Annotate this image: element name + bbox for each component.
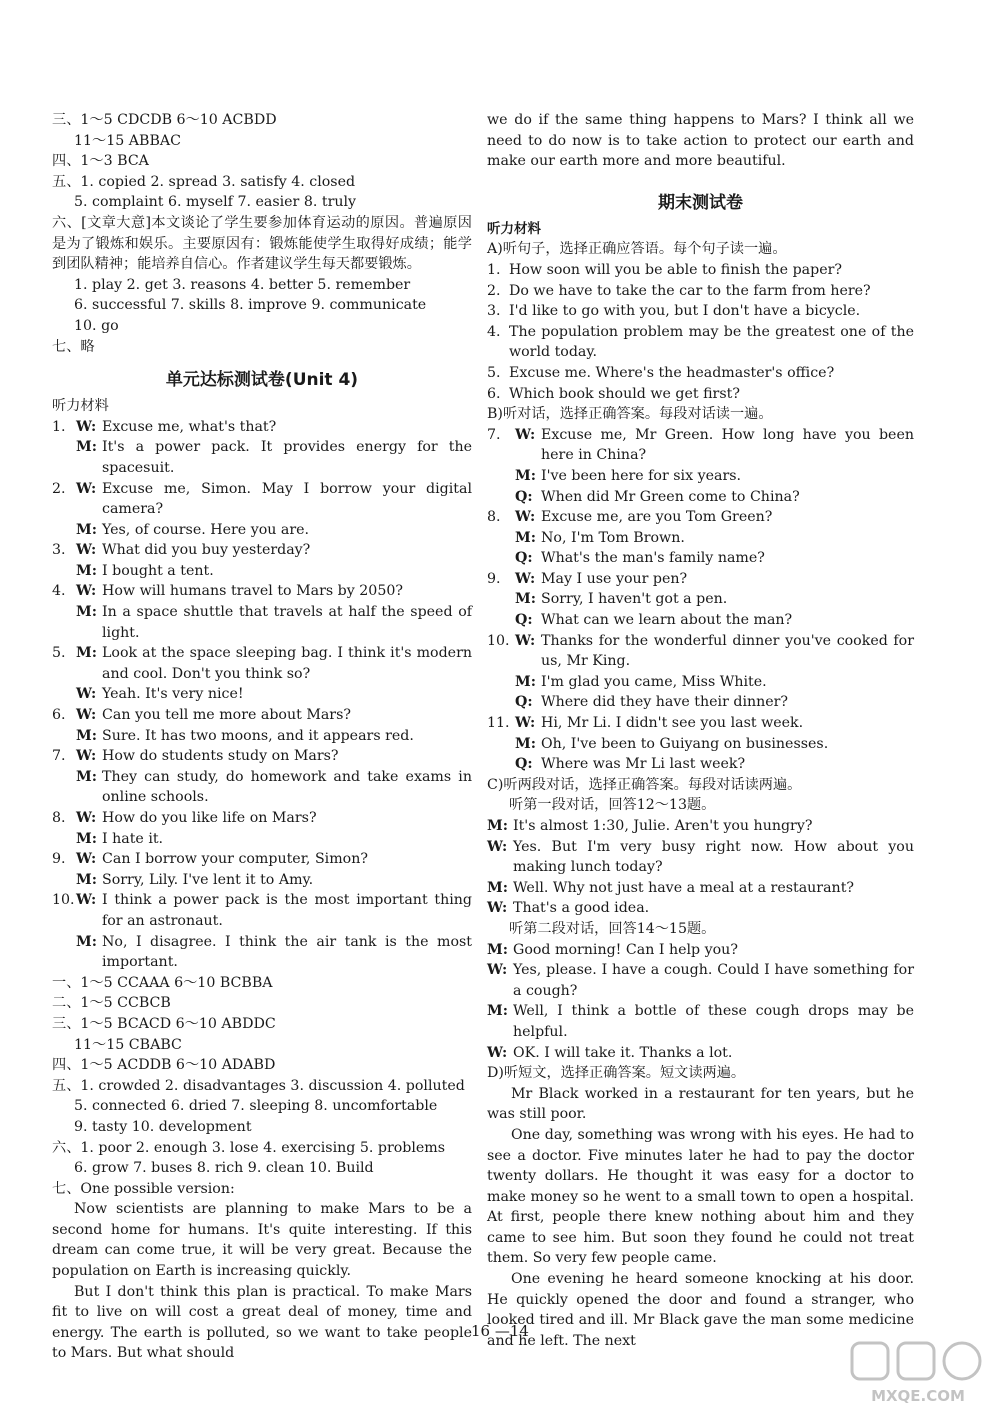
dialogue-line bbox=[487, 507, 914, 528]
sentence-line bbox=[487, 281, 914, 302]
speaker-label: W: bbox=[76, 810, 97, 826]
answer-line: 四、1～5 ACDDB 6～10 ADABD bbox=[52, 1057, 276, 1074]
dialogue-line bbox=[487, 631, 914, 672]
question-number: 10. bbox=[487, 632, 510, 649]
speaker-label: Q: bbox=[515, 612, 533, 629]
dialogue-text: Well, I think a bottle of these cough drops may be helpful. bbox=[513, 1003, 914, 1040]
question-number: 6. bbox=[52, 707, 66, 724]
speaker-label: W: bbox=[76, 892, 97, 909]
dialogue-text: I'm glad you came, Miss White. bbox=[541, 673, 767, 690]
dialogue-line bbox=[52, 932, 472, 973]
answer-line: 四、1～3 BCA bbox=[52, 153, 149, 170]
speaker-label: M: bbox=[76, 521, 97, 538]
question-number: 2. bbox=[487, 282, 501, 299]
dialogue-block bbox=[487, 816, 914, 919]
question-number: 4. bbox=[487, 323, 501, 340]
dialogue-line bbox=[487, 610, 914, 631]
dialogue-text: Can you tell me more about Mars? bbox=[102, 707, 351, 724]
dialogue-text: Excuse me, Simon. May I borrow your digital camera? bbox=[102, 480, 472, 518]
speaker-label: M: bbox=[76, 933, 97, 950]
question-number bbox=[52, 767, 76, 808]
dialogue-line bbox=[487, 940, 914, 961]
answer-line: 七、略 bbox=[52, 338, 95, 355]
question-number bbox=[52, 829, 76, 850]
dialogue-text: What did you buy yesterday? bbox=[102, 542, 311, 559]
answer-line: 10. go bbox=[74, 317, 119, 334]
dialogue-line bbox=[52, 870, 472, 891]
dialogue-text: I hate it. bbox=[102, 830, 164, 847]
speaker-label: M: bbox=[487, 818, 508, 834]
speaker-label: M: bbox=[76, 439, 97, 456]
dialogue-line bbox=[487, 548, 914, 569]
dialogue-text: Excuse me, are you Tom Green? bbox=[541, 509, 773, 526]
speaker-label: Q: bbox=[515, 488, 533, 505]
dialogue-line bbox=[487, 466, 914, 487]
answer-line: 6. successful 7. skills 8. improve 9. communicate bbox=[74, 297, 427, 314]
section-title: 期末测试卷 bbox=[658, 192, 743, 213]
speaker-label: W: bbox=[515, 509, 536, 526]
dialogue-line bbox=[52, 746, 472, 767]
question-number bbox=[52, 684, 76, 705]
dialogue-text: I think a power pack is the most important thing for an astronaut. bbox=[102, 892, 472, 929]
speaker-label: M: bbox=[487, 941, 508, 958]
dialogue-line bbox=[52, 890, 472, 931]
dialogue-text: May I use your pen? bbox=[541, 570, 688, 587]
dialogue-text: Excuse me, Mr Green. How long have you been here in China? bbox=[541, 426, 914, 464]
dialogue-text: Look at the space sleeping bag. I think it's modern and cool. Don't you think so? bbox=[102, 645, 472, 682]
question-number bbox=[52, 602, 76, 643]
dialogue-line bbox=[487, 692, 914, 713]
dialogue-line bbox=[487, 589, 914, 610]
passage bbox=[487, 1084, 914, 1352]
answer-line: 五、1. copied 2. spread 3. satisfy 4. closed bbox=[52, 173, 356, 190]
dialogue-text: Good morning! Can I help you? bbox=[513, 941, 738, 958]
question-number bbox=[487, 672, 515, 693]
sentence-line bbox=[487, 363, 914, 384]
dialogue-text: Yes, please. I have a cough. Could I have something for a cough? bbox=[513, 962, 914, 999]
question-number: 7. bbox=[52, 748, 66, 765]
dialogue-line bbox=[52, 540, 472, 561]
question-number bbox=[487, 548, 515, 569]
sentence-text: I'd like to go with you, but I don't have a bicycle. bbox=[509, 303, 861, 320]
dialogue-text: They can study, do homework and take exams in online schools. bbox=[102, 768, 472, 806]
dialogue-line bbox=[487, 837, 914, 878]
dialogue-list bbox=[52, 417, 472, 973]
question-number: 8. bbox=[52, 810, 66, 826]
speaker-label: W: bbox=[487, 838, 508, 855]
answer-line: 七、One possible version: bbox=[52, 1180, 235, 1197]
part-heading: B)听对话，选择正确答案。每段对话读一遍。 bbox=[487, 406, 773, 423]
question-number bbox=[487, 692, 515, 713]
dialogue-line bbox=[487, 960, 914, 1001]
question-number: 3. bbox=[52, 542, 66, 559]
summary-paragraph: 六、[文章大意]本文谈论了学生要参加体育运动的原因。普遍原因是为了锻炼和娱乐。主要原因有：锻炼能使学生取得好成绩；能学到团队精神；能培养自信心。作者建议学生每天都要锻炼。 bbox=[52, 214, 472, 273]
question-number bbox=[487, 610, 515, 631]
question-number: 4. bbox=[52, 583, 66, 600]
speaker-label: W: bbox=[515, 570, 536, 587]
speaker-label: W: bbox=[76, 851, 97, 868]
speaker-label: W: bbox=[515, 632, 536, 649]
watermark-logo bbox=[848, 1337, 988, 1407]
answer-block bbox=[52, 973, 472, 1200]
dialogue-line bbox=[52, 705, 472, 726]
dialogue-line bbox=[52, 581, 472, 602]
speaker-label: W: bbox=[487, 1044, 508, 1061]
answer-line: 9. tasty 10. development bbox=[74, 1118, 252, 1135]
answer-line: 二、1～5 CCBCB bbox=[52, 995, 171, 1012]
speaker-label: M: bbox=[76, 562, 97, 579]
speaker-label: Q: bbox=[515, 756, 533, 773]
speaker-label: W: bbox=[76, 583, 97, 600]
sentence-line bbox=[487, 384, 914, 405]
dialogue-text: Thanks for the wonderful dinner you've cooked for us, Mr King. bbox=[541, 632, 914, 670]
dialogue-text: How do students study on Mars? bbox=[102, 748, 339, 765]
answer-line: 三、1～5 BCACD 6～10 ABDDC bbox=[52, 1015, 276, 1032]
dialogue-text: Well. Why not just have a meal at a restaurant? bbox=[513, 879, 854, 896]
question-number: 9. bbox=[487, 570, 501, 587]
sentence-text: Which book should we get first? bbox=[509, 385, 740, 402]
question-number bbox=[487, 487, 515, 508]
dialogue-text: It's almost 1:30, Julie. Aren't you hungry? bbox=[513, 818, 813, 834]
question-number: 1. bbox=[52, 418, 66, 435]
dialogue-line bbox=[487, 754, 914, 775]
right-column bbox=[487, 110, 914, 1351]
speaker-label: M: bbox=[515, 735, 536, 752]
speaker-label: W: bbox=[515, 426, 536, 443]
speaker-label: M: bbox=[515, 529, 536, 546]
question-number bbox=[52, 561, 76, 582]
sentence-line bbox=[487, 301, 914, 322]
dialogue-text: When did Mr Green come to China? bbox=[541, 488, 800, 505]
answer-line: 六、1. poor 2. enough 3. lose 4. exercising 5. problems bbox=[52, 1139, 446, 1156]
speaker-label: Q: bbox=[515, 694, 533, 711]
dialogue-text: Where was Mr Li last week? bbox=[541, 756, 746, 773]
sentence-line bbox=[487, 322, 914, 363]
question-number: 5. bbox=[487, 364, 501, 381]
speaker-label: Q: bbox=[515, 550, 533, 567]
question-number: 9. bbox=[52, 851, 66, 868]
sentence-text: The population problem may be the greatest one of the world today. bbox=[509, 323, 914, 361]
dialogue-text: I bought a tent. bbox=[102, 562, 214, 579]
dialogue-text: I've been here for six years. bbox=[541, 467, 742, 484]
dialogue-text: What's the man's family name? bbox=[541, 550, 765, 567]
dialogue-text: Sure. It has two moons, and it appears red. bbox=[102, 727, 414, 744]
answer-line: 6. grow 7. buses 8. rich 9. clean 10. Build bbox=[74, 1160, 374, 1177]
speaker-label: M: bbox=[76, 768, 97, 785]
essay-paragraph: But I don't think this plan is practical. To make Mars fit to live on will cost a great deal of money, time and energy. The earth is polluted, so we want to take people to Mars. But what should bbox=[52, 1283, 472, 1362]
answer-line: 一、1～5 CCAAA 6～10 BCBBA bbox=[52, 974, 273, 991]
speaker-label: M: bbox=[76, 727, 97, 744]
answer-line: 11～15 ABBAC bbox=[74, 132, 182, 149]
dialogue-text: In a space shuttle that travels at half the speed of light. bbox=[102, 604, 472, 641]
speaker-label: W: bbox=[487, 900, 508, 917]
dialogue-line bbox=[487, 1001, 914, 1042]
essay-paragraph: Now scientists are planning to make Mars to be a second home for humans. It's quite interesting. If this dream can come true, it will be very great. Because the population on Earth is increasing quickly. bbox=[52, 1201, 472, 1280]
speaker-label: M: bbox=[76, 645, 97, 662]
answer-line: 五、1. crowded 2. disadvantages 3. discussion 4. polluted bbox=[52, 1077, 465, 1094]
dialogue-text: How will humans travel to Mars by 2050? bbox=[102, 583, 403, 600]
dialogue-text: That's a good idea. bbox=[513, 900, 650, 917]
question-number bbox=[487, 528, 515, 549]
dialogue-line bbox=[487, 528, 914, 549]
part-intro: 听第一段对话，回答12～13题。 bbox=[509, 797, 716, 814]
dialogue-text: No, I disagree. I think the air tank is the most important. bbox=[102, 933, 472, 971]
speaker-label: W: bbox=[76, 748, 97, 765]
question-number bbox=[487, 734, 515, 755]
dialogue-text: No, I'm Tom Brown. bbox=[541, 529, 685, 546]
question-number: 8. bbox=[487, 509, 501, 526]
dialogue-line bbox=[487, 734, 914, 755]
dialogue-block bbox=[487, 940, 914, 1064]
sentence-text: Do we have to take the car to the farm from here? bbox=[509, 282, 871, 299]
dialogue-text: Hi, Mr Li. I didn't see you last week. bbox=[541, 715, 804, 732]
dialogue-line bbox=[487, 898, 914, 919]
dialogue-line bbox=[52, 726, 472, 747]
dialogue-text: Oh, I've been to Guiyang on businesses. bbox=[541, 735, 829, 752]
dialogue-text: How do you like life on Mars? bbox=[102, 810, 317, 826]
dialogue-line bbox=[52, 829, 472, 850]
dialogue-text: Yes, of course. Here you are. bbox=[102, 521, 310, 538]
dialogue-line bbox=[52, 520, 472, 541]
part-heading: C)听两段对话，选择正确答案。每段对话读两遍。 bbox=[487, 776, 802, 793]
speaker-label: M: bbox=[515, 673, 536, 690]
speaker-label: M: bbox=[515, 467, 536, 484]
dialogue-line bbox=[487, 672, 914, 693]
question-number: 1. bbox=[487, 261, 501, 278]
dialogue-text: Sorry, I haven't got a pen. bbox=[541, 591, 728, 608]
question-number bbox=[52, 932, 76, 973]
sentence-text: Excuse me. Where's the headmaster's office? bbox=[509, 364, 835, 381]
dialogue-line bbox=[52, 417, 472, 438]
question-number bbox=[52, 870, 76, 891]
sentence-list bbox=[487, 260, 914, 404]
question-number: 6. bbox=[487, 385, 501, 402]
dialogue-text: Yes. But I'm very busy right now. How about you making lunch today? bbox=[513, 838, 914, 876]
speaker-label: W: bbox=[76, 686, 97, 703]
passage-paragraph: One evening he heard someone knocking at his door. He quickly opened the door and found a stranger, who looked tired and ill. Mr Black gave the man some medicine and he left. The next bbox=[487, 1271, 914, 1349]
question-number bbox=[52, 437, 76, 478]
dialogue-line bbox=[487, 1043, 914, 1064]
sentence-line bbox=[487, 260, 914, 281]
dialogue-line bbox=[487, 713, 914, 734]
dialogue-line bbox=[52, 437, 472, 478]
speaker-label: M: bbox=[515, 591, 536, 608]
question-number: 3. bbox=[487, 303, 501, 320]
question-number bbox=[52, 520, 76, 541]
speaker-label: M: bbox=[487, 879, 508, 896]
section-title: 单元达标测试卷(Unit 4) bbox=[165, 370, 359, 391]
question-number bbox=[487, 754, 515, 775]
listening-label: 听力材料 bbox=[487, 220, 541, 237]
part-intro: 听第二段对话，回答14～15题。 bbox=[509, 920, 716, 937]
dialogue-line bbox=[52, 808, 472, 829]
page-number: 16 —14 bbox=[471, 1322, 529, 1340]
dialogue-text: What can we learn about the man? bbox=[541, 612, 793, 629]
answer-line: 5. complaint 6. myself 7. easier 8. truly bbox=[74, 194, 357, 211]
dialogue-text: It's a power pack. It provides energy for the spacesuit. bbox=[102, 439, 472, 476]
essay-paragraph: we do if the same thing happens to Mars? I think all we need to do now is to take action to protect our earth and make our earth more and more beautiful. bbox=[487, 112, 914, 170]
speaker-label: M: bbox=[76, 830, 97, 847]
dialogue-text: OK. I will take it. Thanks a lot. bbox=[513, 1044, 733, 1061]
passage-paragraph: One day, something was wrong with his eyes. He had to see a doctor. Five minutes later he had to pay the doctor twenty dollars. He thought it was easy for a doctor to make money so he went to a small town to open a hospital. At first, people there knew nothing about him and they came to see him. But soon they found he could not treat them. So very few people came. bbox=[487, 1126, 914, 1267]
part-heading: A)听句子，选择正确应答语。每个句子读一遍。 bbox=[487, 241, 787, 258]
dialogue-line bbox=[487, 487, 914, 508]
speaker-label: W: bbox=[487, 962, 508, 979]
dialogue-line bbox=[487, 425, 914, 466]
dialogue-text: Can I borrow your computer, Simon? bbox=[102, 851, 368, 868]
dialogue-text: Sorry, Lily. I've lent it to Amy. bbox=[102, 871, 314, 888]
speaker-label: M: bbox=[76, 604, 97, 621]
answer-line: 三、1～5 CDCDB 6～10 ACBDD bbox=[52, 112, 277, 128]
dialogue-list bbox=[487, 425, 914, 775]
question-number: 5. bbox=[52, 645, 66, 662]
dialogue-line bbox=[52, 643, 472, 684]
dialogue-line bbox=[52, 767, 472, 808]
answer-line: 11～15 CBABC bbox=[74, 1036, 182, 1053]
dialogue-line bbox=[52, 849, 472, 870]
dialogue-text: Where did they have their dinner? bbox=[541, 694, 789, 711]
listening-label: 听力材料 bbox=[52, 398, 109, 415]
speaker-label: M: bbox=[76, 871, 97, 888]
dialogue-line bbox=[52, 684, 472, 705]
sentence-text: How soon will you be able to finish the paper? bbox=[509, 261, 842, 278]
question-number: 2. bbox=[52, 480, 66, 497]
question-number: 7. bbox=[487, 426, 501, 443]
part-heading: D)听短文，选择正确答案。短文读两遍。 bbox=[487, 1065, 746, 1082]
dialogue-text: Yeah. It's very nice! bbox=[102, 686, 244, 703]
answer-line: 5. connected 6. dried 7. sleeping 8. uncomfortable bbox=[74, 1098, 438, 1115]
answer-line: 1. play 2. get 3. reasons 4. better 5. remember bbox=[74, 276, 411, 293]
speaker-label: W: bbox=[76, 418, 97, 435]
dialogue-line bbox=[52, 479, 472, 520]
speaker-label: W: bbox=[76, 542, 97, 559]
dialogue-line bbox=[52, 602, 472, 643]
dialogue-line bbox=[52, 561, 472, 582]
question-number bbox=[52, 726, 76, 747]
passage-paragraph: Mr Black worked in a restaurant for ten years, but he was still poor. bbox=[487, 1085, 914, 1123]
speaker-label: W: bbox=[76, 480, 97, 497]
speaker-label: W: bbox=[515, 715, 536, 732]
question-number: 11. bbox=[487, 715, 510, 732]
speaker-label: M: bbox=[487, 1003, 508, 1020]
left-column bbox=[52, 110, 472, 1364]
question-number: 10. bbox=[52, 892, 75, 909]
dialogue-line bbox=[487, 878, 914, 899]
dialogue-line bbox=[487, 816, 914, 837]
watermark-text: MXQE.COM bbox=[871, 1387, 965, 1405]
question-number bbox=[487, 589, 515, 610]
dialogue-text: Excuse me, what's that? bbox=[102, 418, 277, 435]
dialogue-line bbox=[487, 569, 914, 590]
question-number bbox=[487, 466, 515, 487]
speaker-label: W: bbox=[76, 707, 97, 724]
